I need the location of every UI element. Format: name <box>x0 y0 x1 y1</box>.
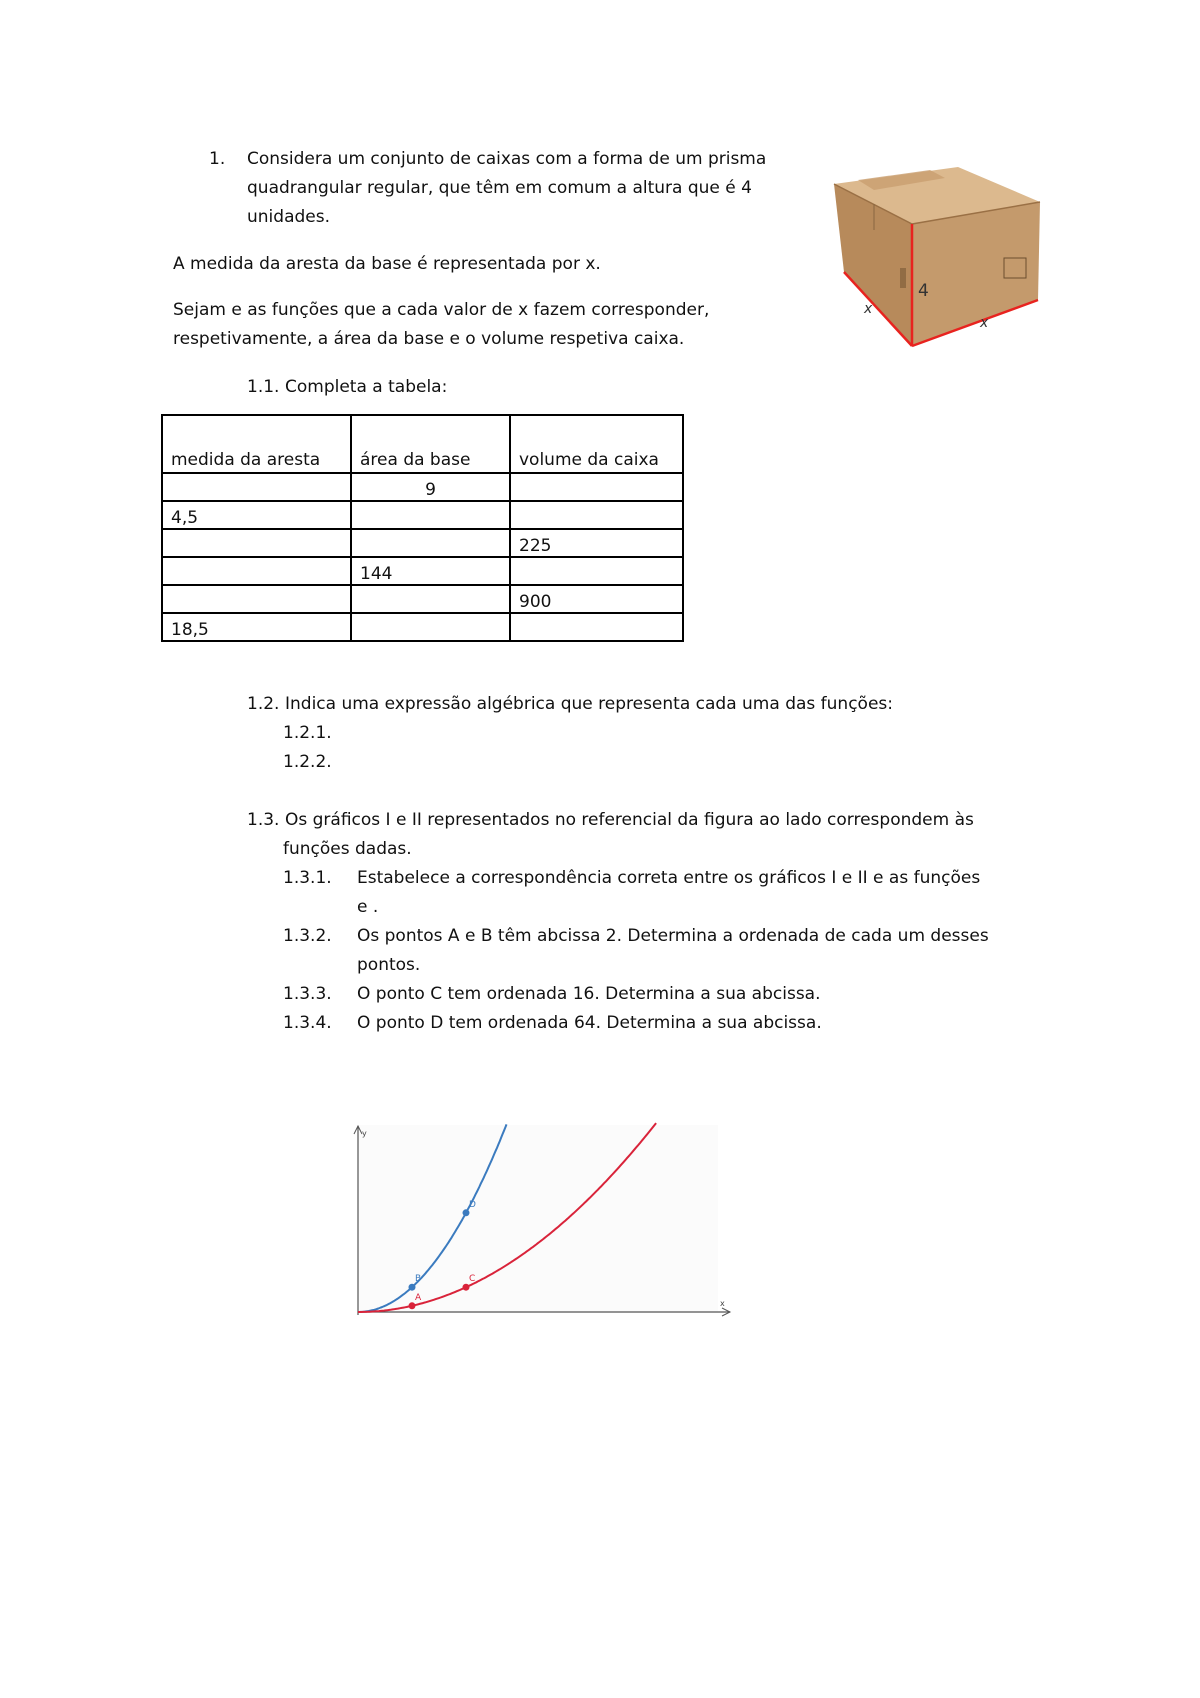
table-row <box>162 473 683 501</box>
item-1-2-1-number: 1.2.1. <box>283 723 332 743</box>
item-1-2-text: Indica uma expressão algébrica que representa cada uma das funções: <box>285 694 893 714</box>
item-1-3-2-number: 1.3.2. <box>283 926 332 946</box>
table-header-volume: volume da caixa <box>510 415 683 473</box>
item-1-3-2-line-2: pontos. <box>357 955 421 975</box>
table-row <box>162 557 683 585</box>
table-row <box>162 613 683 641</box>
y-axis-label: y <box>362 1129 367 1138</box>
item-1-3-3-line-1: O ponto C tem ordenada 16. Determina a sua abcissa. <box>357 984 821 1004</box>
table-cell[interactable] <box>510 613 683 641</box>
table-cell[interactable] <box>510 473 683 501</box>
point-label-d: D <box>469 1199 476 1210</box>
table-cell[interactable]: 18,5 <box>162 613 351 641</box>
question-intro-line-2: quadrangular regular, que têm em comum a altura que é 4 <box>247 178 752 198</box>
table-cell[interactable]: 225 <box>510 529 683 557</box>
point-label-b: B <box>415 1274 422 1285</box>
box-edge-label-left: x <box>864 301 873 317</box>
table-cell[interactable] <box>351 613 510 641</box>
aresta-text: A medida da aresta da base é representada por x. <box>173 254 601 274</box>
item-1-3-1-number: 1.3.1. <box>283 868 332 888</box>
point-c <box>463 1284 470 1291</box>
table-cell[interactable]: 4,5 <box>162 501 351 529</box>
table-cell[interactable] <box>162 557 351 585</box>
table-cell[interactable]: 900 <box>510 585 683 613</box>
item-1-3-text-2: funções dadas. <box>283 839 412 859</box>
box-height-label: 4 <box>918 281 929 301</box>
table-cell[interactable] <box>162 529 351 557</box>
item-1-1-number: 1.1. <box>247 377 280 397</box>
table-header-row <box>162 415 683 473</box>
item-1-2-2-number: 1.2.2. <box>283 752 332 772</box>
item-1-3-1-line-2: e . <box>357 897 379 917</box>
question-intro-line-1: Considera um conjunto de caixas com a forma de um prisma <box>247 149 767 169</box>
table-row <box>162 585 683 613</box>
item-1-1-text: Completa a tabela: <box>285 377 448 397</box>
item-1-3-4-number: 1.3.4. <box>283 1013 332 1033</box>
table-cell[interactable] <box>162 585 351 613</box>
box-illustration <box>830 160 1050 350</box>
point-label-a: A <box>415 1292 422 1303</box>
item-1-2-number: 1.2. <box>247 694 280 714</box>
point-b <box>409 1284 416 1291</box>
question-intro-line-3: unidades. <box>247 207 330 227</box>
table-header-area: área da base <box>351 415 510 473</box>
item-1-3-text-1: Os gráficos I e II representados no referencial da figura ao lado correspondem às <box>285 810 974 830</box>
table-cell[interactable]: 9 <box>351 473 510 501</box>
table-row <box>162 529 683 557</box>
table-cell[interactable] <box>510 501 683 529</box>
function-graph <box>350 1120 750 1340</box>
item-1-3-4-line-1: O ponto D tem ordenada 64. Determina a sua abcissa. <box>357 1013 822 1033</box>
item-1-3-2-line-1: Os pontos A e B têm abcissa 2. Determina a ordenada de cada um desses <box>357 926 989 946</box>
table-cell[interactable] <box>351 501 510 529</box>
box-edge-label-right: x <box>980 315 989 331</box>
table-cell[interactable] <box>351 585 510 613</box>
table-cell[interactable] <box>510 557 683 585</box>
data-table <box>161 414 684 642</box>
box-side-face <box>912 202 1040 346</box>
point-d <box>463 1209 470 1216</box>
item-1-3-3-number: 1.3.3. <box>283 984 332 1004</box>
table-cell[interactable] <box>351 529 510 557</box>
item-1-3-number: 1.3. <box>247 810 280 830</box>
table-cell[interactable] <box>162 473 351 501</box>
funcoes-line-1: Sejam e as funções que a cada valor de x fazem corresponder, <box>173 300 710 320</box>
funcoes-line-2: respetivamente, a área da base e o volume respetiva caixa. <box>173 329 685 349</box>
point-label-c: C <box>469 1274 476 1285</box>
table-cell[interactable]: 144 <box>351 557 510 585</box>
question-number: 1. <box>209 149 226 169</box>
x-axis-label: x <box>720 1299 725 1308</box>
table-header-aresta: medida da aresta <box>162 415 351 473</box>
item-1-3-1-line-1: Estabelece a correspondência correta entre os gráficos I e II e as funções <box>357 868 981 888</box>
point-a <box>409 1302 416 1309</box>
table-row <box>162 501 683 529</box>
